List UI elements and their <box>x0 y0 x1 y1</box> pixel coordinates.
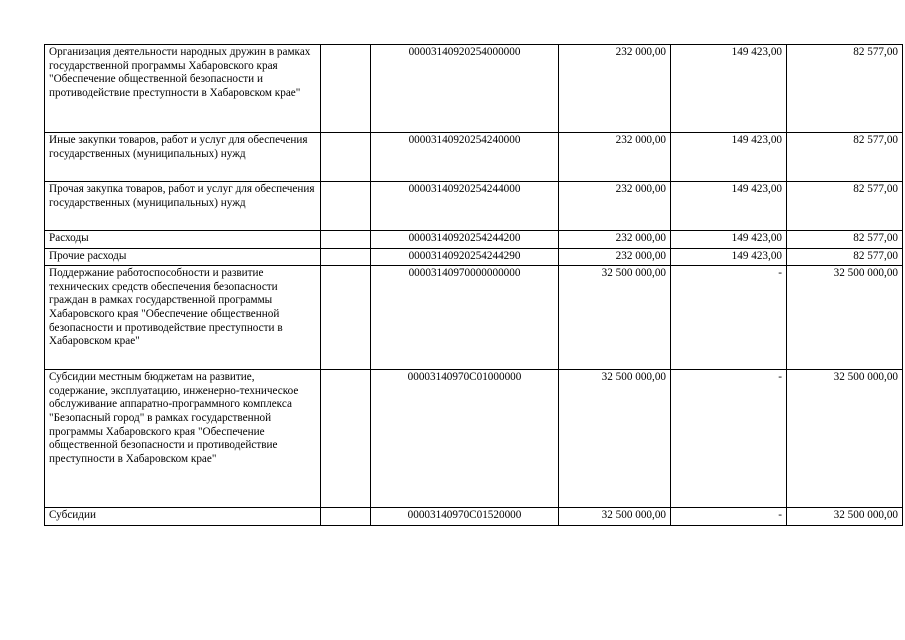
row-name: Расходы <box>45 231 321 249</box>
row-blank-cell <box>321 231 371 249</box>
row-value-1: 232 000,00 <box>559 231 671 249</box>
row-value-1: 232 000,00 <box>559 248 671 266</box>
row-blank-cell <box>321 133 371 182</box>
row-name: Прочие расходы <box>45 248 321 266</box>
budget-table <box>44 44 903 526</box>
row-value-2: - <box>671 508 787 526</box>
row-code: 00003140920254240000 <box>371 133 559 182</box>
table-row <box>45 266 903 370</box>
row-name: Организация деятельности народных дружин в рамках государственной программы Хабаровского края "Обеспечение общественной безопасности и противодействие преступности в Хабаровском крае" <box>45 45 321 133</box>
row-name: Иные закупки товаров, работ и услуг для обеспечения государственных (муниципальных) нужд <box>45 133 321 182</box>
row-value-2: 149 423,00 <box>671 231 787 249</box>
row-value-2: - <box>671 266 787 370</box>
row-value-2: 149 423,00 <box>671 182 787 231</box>
row-value-1: 32 500 000,00 <box>559 508 671 526</box>
row-blank-cell <box>321 266 371 370</box>
row-value-3: 32 500 000,00 <box>787 266 903 370</box>
row-name: Прочая закупка товаров, работ и услуг для обеспечения государственных (муниципальных) нужд <box>45 182 321 231</box>
row-value-1: 232 000,00 <box>559 182 671 231</box>
row-code: 00003140970000000000 <box>371 266 559 370</box>
row-code: 00003140970C01520000 <box>371 508 559 526</box>
row-blank-cell <box>321 370 371 508</box>
table-row <box>45 45 903 133</box>
row-name: Субсидии местным бюджетам на развитие, содержание, эксплуатацию, инженерно-техническое обслуживание аппаратно-программного комплекса "Безопасный город" в рамках государственной программы Хабаровского края "Обеспечение общественной безопасности и противодействие преступности в Хабаровском крае" <box>45 370 321 508</box>
row-value-3: 32 500 000,00 <box>787 508 903 526</box>
row-value-3: 82 577,00 <box>787 133 903 182</box>
row-name: Субсидии <box>45 508 321 526</box>
row-value-2: 149 423,00 <box>671 248 787 266</box>
row-code: 00003140920254000000 <box>371 45 559 133</box>
row-value-1: 232 000,00 <box>559 133 671 182</box>
row-value-2: 149 423,00 <box>671 45 787 133</box>
row-name: Поддержание работоспособности и развитие технических средств обеспечения безопасности граждан в рамках государственной программы Хабаровского края "Обеспечение общественной безопасности и противодействие преступности в Хабаровском крае" <box>45 266 321 370</box>
row-value-3: 82 577,00 <box>787 182 903 231</box>
row-blank-cell <box>321 248 371 266</box>
row-value-1: 32 500 000,00 <box>559 266 671 370</box>
row-value-1: 232 000,00 <box>559 45 671 133</box>
row-blank-cell <box>321 182 371 231</box>
table-row <box>45 370 903 508</box>
row-code: 00003140920254244290 <box>371 248 559 266</box>
table-row <box>45 231 903 249</box>
table-row <box>45 133 903 182</box>
row-blank-cell <box>321 508 371 526</box>
table-row <box>45 508 903 526</box>
table-row <box>45 248 903 266</box>
table-row <box>45 182 903 231</box>
row-value-3: 32 500 000,00 <box>787 370 903 508</box>
row-value-3: 82 577,00 <box>787 45 903 133</box>
row-code: 00003140920254244200 <box>371 231 559 249</box>
row-code: 00003140970C01000000 <box>371 370 559 508</box>
row-value-3: 82 577,00 <box>787 248 903 266</box>
row-value-2: - <box>671 370 787 508</box>
row-value-3: 82 577,00 <box>787 231 903 249</box>
row-value-1: 32 500 000,00 <box>559 370 671 508</box>
row-blank-cell <box>321 45 371 133</box>
row-value-2: 149 423,00 <box>671 133 787 182</box>
row-code: 00003140920254244000 <box>371 182 559 231</box>
